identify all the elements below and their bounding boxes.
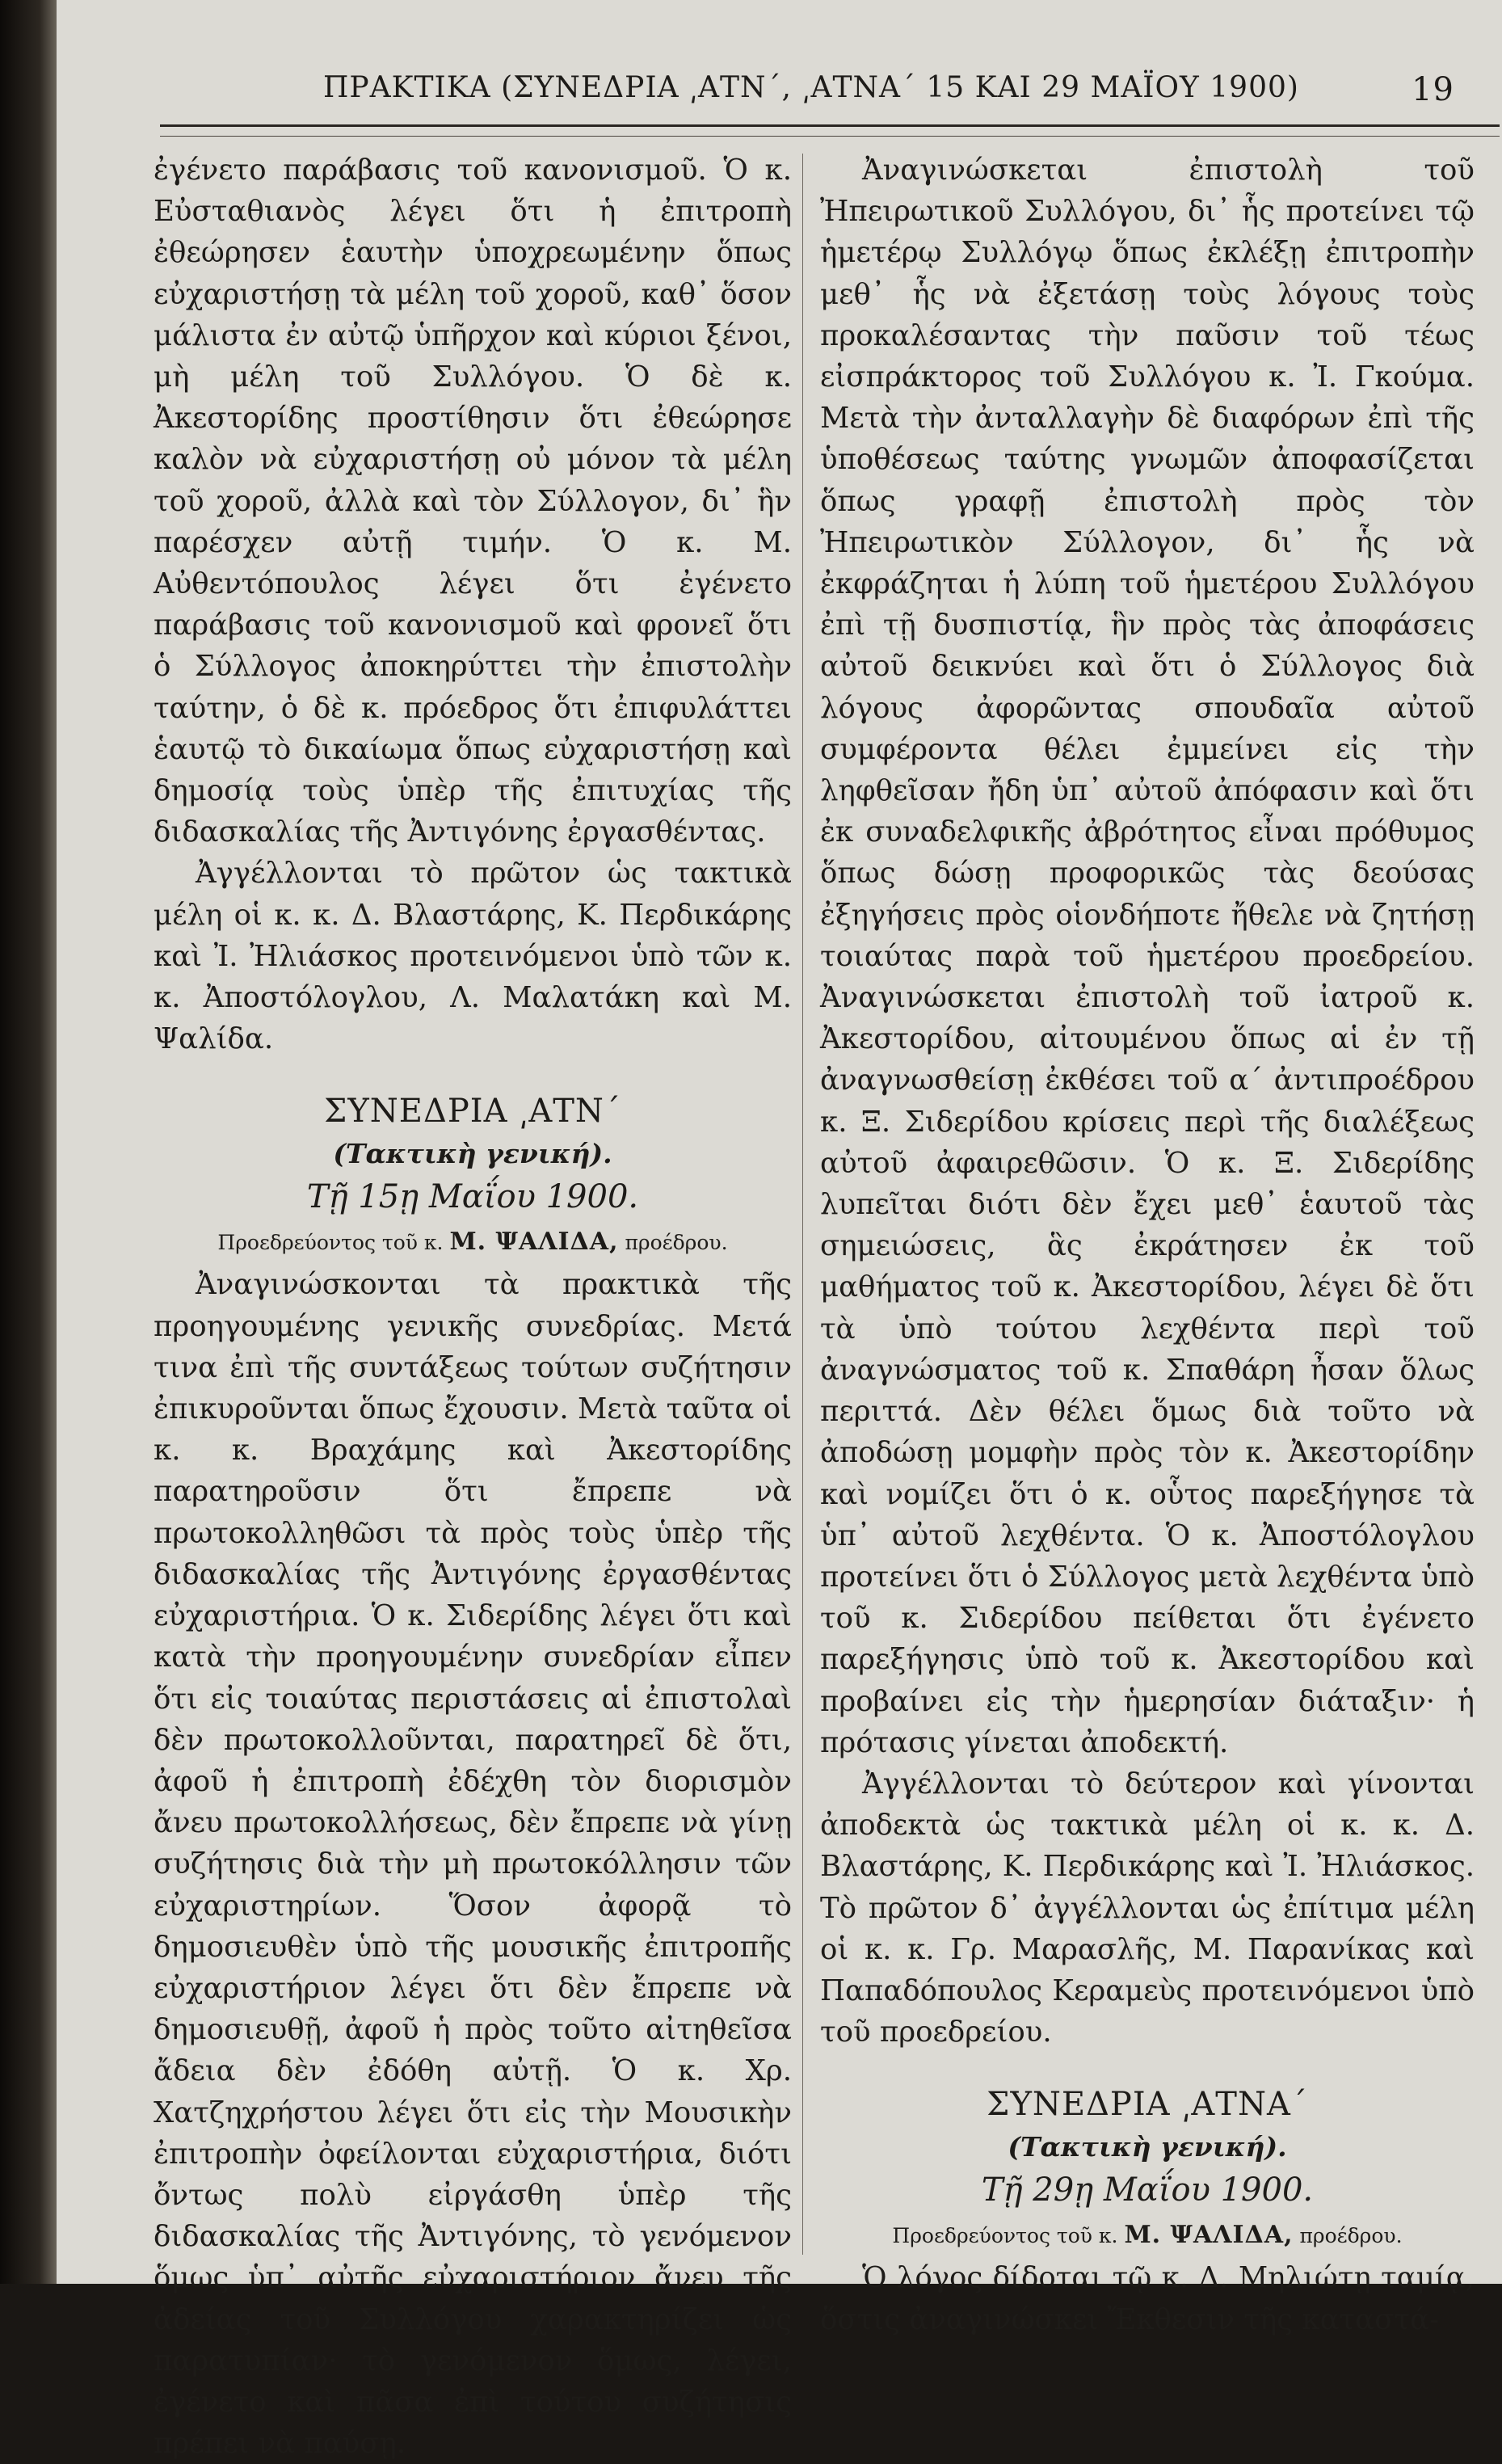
page-number: 19: [1412, 71, 1454, 108]
chair-line-1: [154, 1221, 792, 1264]
right-paragraph-1: Ἀναγινώσκεται ἐπιστολὴ τοῦ Ἠπειρωτικοῦ Συλλόγου, δι᾿ ἧς προτείνει τῷ ἡμετέρῳ Συλλόγῳ ὅπως ἐκλέξῃ ἐπιτροπὴν μεθ᾿ ἧς νὰ ἐξετάσῃ τοὺς λόγους τοὺς προκαλέσαντας τὴν παῦσιν τοῦ τέως εἰσπράκτορος τοῦ Συλλόγου κ. Ἰ. Γκούμα. Μετὰ τὴν ἀνταλλαγὴν δὲ διαφόρων ἐπὶ τῆς ὑποθέσεως ταύτης γνωμῶν ἀποφασίζεται ὅπως γραφῇ ἐπιστολὴ πρὸς τὸν Ἠπειρωτικὸν Σύλλογον, δι᾿ ἧς νὰ ἐκφράζηται ἡ λύπη τοῦ ἡμετέρου Συλλόγου ἐπὶ τῇ δυσπιστίᾳ, ἣν πρὸς τὰς ἀποφάσεις αὐτοῦ δεικνύει καὶ ὅτι ὁ Σύλλογος διὰ λόγους ἀφορῶντας σπουδαῖα αὐτοῦ συμφέροντα θέλει ἐμμείνει εἰς τὴν ληφθεῖσαν ἤδη ὑπ᾿ αὐτοῦ ἀπόφασιν καὶ ὅτι ἐκ συναδελφικῆς ἀβρότητος εἶναι πρόθυμος ὅπως δώσῃ προφορικῶς τὰς δεούσας ἐξηγήσεις πρὸς οἱονδήποτε ἤθελε νὰ ζητήσῃ τοιαύτας παρὰ τοῦ ἡμετέρου προεδρείου. Ἀναγινώσκεται ἐπιστολὴ τοῦ ἰατροῦ κ. Ἀκεστορίδου, αἰτουμένου ὅπως αἱ ἐν τῇ ἀναγνωσθείσῃ ἐκθέσει τοῦ α΄ ἀντιπροέδρου κ. Ξ. Σιδερίδου κρίσεις περὶ τῆς διαλέξεως αὐτοῦ ἀφαιρεθῶσιν. Ὁ κ. Ξ. Σιδερίδης λυπεῖται διότι δὲν ἔχει μεθ᾿ ἑαυτοῦ τὰς σημειώσεις, ἃς ἐκράτησεν ἐκ τοῦ μαθήματος τοῦ κ. Ἀκεστορίδου, λέγει δὲ ὅτι τὰ ὑπὸ τούτου λεχθέντα περὶ τοῦ ἀναγνώσματος τοῦ κ. Σπαθάρη ἦσαν ὅλως περιττά. Δὲν θέλει ὅμως διὰ τοῦτο νὰ ἀποδώσῃ μομφὴν πρὸς τὸν κ. Ἀκεστορίδην καὶ νομίζει ὅτι ὁ κ. οὗτος παρεξήγησε τὰ ὑπ᾿ αὐτοῦ λεχθέντα. Ὁ κ. Ἀποστόλογλου προτείνει ὅτι ὁ Σύλλογος μετὰ λεχθέντα ὑπὸ τοῦ κ. Σιδερίδου πείθεται ὅτι ἐγένετο παρεξήγησις ὑπὸ τοῦ κ. Ἀκεστορίδου καὶ προβαίνει εἰς τὴν ἡμερησίαν διάταξιν· ἡ πρότασις γίνεται ἀποδεκτή.: [820, 154, 1475, 1759]
section-date-2: Τῇ 29ῃ Μαΐου 1900.: [981, 2171, 1314, 2209]
chair-suffix: προέδρου.: [625, 1231, 728, 1255]
section-date-1: Τῇ 15ῃ Μαΐου 1900.: [306, 1178, 639, 1216]
section-title-1: ΣΥΝΕΔΡΙΑ ͵ΑΤΝ΄: [324, 1093, 621, 1131]
column-divider: [802, 154, 803, 2255]
left-paragraph-3: Ἀναγινώσκονται τὰ πρακτικὰ τῆς προηγουμένης γενικῆς συνεδρίας. Μετά τινα ἐπὶ τῆς συντάξεως τούτων συζήτησιν ἐπικυροῦνται ὅπως ἔχουσιν. Μετὰ ταῦτα οἱ κ. κ. Βραχάμης καὶ Ἀκεστορίδης παρατηροῦσιν ὅτι ἔπρεπε νὰ πρωτοκολληθῶσι τὰ πρὸς τοὺς ὑπὲρ τῆς διδασκαλίας τῆς Ἀντιγόνης ἐργασθέντας εὐχαριστήρια. Ὁ κ. Σιδερίδης λέγει ὅτι καὶ κατὰ τὴν προηγουμένην συνεδρίαν εἶπεν ὅτι εἰς τοιαύτας περιστάσεις αἱ ἐπιστολαὶ δὲν πρωτοκολλοῦνται, παρατηρεῖ δὲ ὅτι, ἀφοῦ ἡ ἐπιτροπὴ ἐδέχθη τὸν διορισμὸν ἄνευ πρωτοκολλήσεως, δὲν ἔπρεπε νὰ γίνῃ συζήτησις διὰ τὴν μὴ πρωτοκόλλησιν τῶν εὐχαριστηρίων. Ὅσον ἀφορᾷ τὸ δημοσιευθὲν ὑπὸ τῆς μουσικῆς ἐπιτροπῆς εὐχαριστήριον λέγει ὅτι δὲν ἔπρεπε νὰ δημοσιευθῇ, ἀφοῦ ἡ πρὸς τοῦτο αἰτηθεῖσα ἄδεια δὲν ἐδόθη αὐτῇ. Ὁ κ. Χρ. Χατζηχρήστου λέγει ὅτι εἰς τὴν Μουσικὴν ἐπιτροπὴν ὀφείλονται εὐχαριστήρια, διότι ὄντως πολὺ εἰργάσθη ὑπὲρ τῆς διδασκαλίας τῆς Ἀντιγόνης, τὸ γενόμενον ὅμως ὑπ᾿ αὐτῆς εὐχαριστήριον ἄνευ τῆς ἀδείας τοῦ Συλλόγου χαρακτηρίζει ὡς παρατυπίαν· τὸ γενόμενον ὅμως, λέγει, ἐγένετο καὶ πᾶσα ἐπὶ τούτου συζήτησις πρέπει νὰ παύσῃ.: [154, 1268, 792, 2461]
header-rule-thin: [160, 136, 1500, 137]
section-subtitle-1: (Τακτικὴ γενική).: [333, 1138, 612, 1170]
section-title-2: ΣΥΝΕΔΡΙΑ ͵ΑΤΝΑ΄: [987, 2086, 1308, 2124]
chair-prefix: Προεδρεύοντος τοῦ κ.: [217, 1231, 444, 1255]
left-column: [154, 150, 792, 2464]
header-rule: [160, 124, 1500, 127]
scan-binding-shadow: [0, 0, 57, 2284]
left-paragraph-1: ἐγένετο παράβασις τοῦ κανονισμοῦ. Ὁ κ. Εὐσταθιανὸς λέγει ὅτι ἡ ἐπιτροπὴ ἐθεώρησεν ἑαυτὴν ὑποχρεωμένην ὅπως εὐχαριστήσῃ τὰ μέλη τοῦ χοροῦ, καθ᾿ ὅσον μάλιστα ἐν αὐτῷ ὑπῆρχον καὶ κύριοι ξένοι, μὴ μέλη τοῦ Συλλόγου. Ὁ δὲ κ. Ἀκεστορίδης προστίθησιν ὅτι ἐθεώρησε καλὸν νὰ εὐχαριστήσῃ οὐ μόνον τὰ μέλη τοῦ χοροῦ, ἀλλὰ καὶ τὸν Σύλλογον, δι᾿ ἣν παρέσχεν αὐτῇ τιμήν. Ὁ κ. Μ. Αὐθεντόπουλος λέγει ὅτι ἐγένετο παράβασις τοῦ κανονισμοῦ καὶ φρονεῖ ὅτι ὁ Σύλλογος ἀποκηρύττει τὴν ἐπιστολὴν ταύτην, ὁ δὲ κ. πρόεδρος ὅτι ἐπιφυλάττει ἑαυτῷ τὸ δικαίωμα ὅπως εὐχαριστήσῃ καὶ δημοσίᾳ τοὺς ὑπὲρ τῆς ἐπιτυχίας τῆς διδασκαλίας τῆς Ἀντιγόνης ἐργασθέντας.: [154, 154, 792, 849]
chair-suffix: προέδρου.: [1299, 2224, 1403, 2248]
chair-line-2: [820, 2214, 1475, 2257]
right-paragraph-3: Ὁ λόγος δίδοται τῷ κ. Δ. Μηλιώτῃ ταμίᾳ, ὅστις ἀναγινώσκει Ἔκθεσιν τῆς καταστά-: [820, 2261, 1475, 2336]
header-title: ΠΡΑΚΤΙΚΑ (ΣΥΝΕΔΡΙΑ ͵ΑΤΝ΄, ͵ΑΤΝΑ΄ 15 ΚΑΙ 29 ΜΑΪΟΥ 1900): [323, 71, 1299, 104]
chair-name: Μ. ΨΑΛΙΔΑ,: [1124, 2221, 1294, 2250]
chair-prefix: Προεδρεύοντος τοῦ κ.: [892, 2224, 1118, 2248]
right-paragraph-2: Ἀγγέλλονται τὸ δεύτερον καὶ γίνονται ἀποδεκτὰ ὡς τακτικὰ μέλη οἱ κ. κ. Δ. Βλαστάρης, Κ. Περδικάρης καὶ Ἰ. Ἠλιάσκος. Τὸ πρῶτον δ᾿ ἀγγέλλονται ὡς ἐπίτιμα μέλη οἱ κ. κ. Γρ. Μαρασλῆς, Μ. Παρανίκας καὶ Παπαδόπουλος Κεραμεὺς προτεινόμενοι ὑπὸ τοῦ προεδρείου.: [820, 1767, 1475, 2049]
running-header: [323, 71, 1470, 120]
left-paragraph-2: Ἀγγέλλονται τὸ πρῶτον ὡς τακτικὰ μέλη οἱ κ. κ. Δ. Βλαστάρης, Κ. Περδικάρης καὶ Ἰ. Ἠλιάσκος προτεινόμενοι ὑπὸ τῶν κ. κ. Ἀποστόλογλου, Λ. Μαλατάκη καὶ Μ. Ψαλίδα.: [154, 857, 792, 1056]
section-subtitle-2: (Τακτικὴ γενική).: [1008, 2131, 1287, 2163]
chair-name: Μ. ΨΑΛΙΔΑ,: [449, 1228, 619, 1257]
right-column: [820, 150, 1475, 2340]
document-page: [57, 0, 1502, 2461]
